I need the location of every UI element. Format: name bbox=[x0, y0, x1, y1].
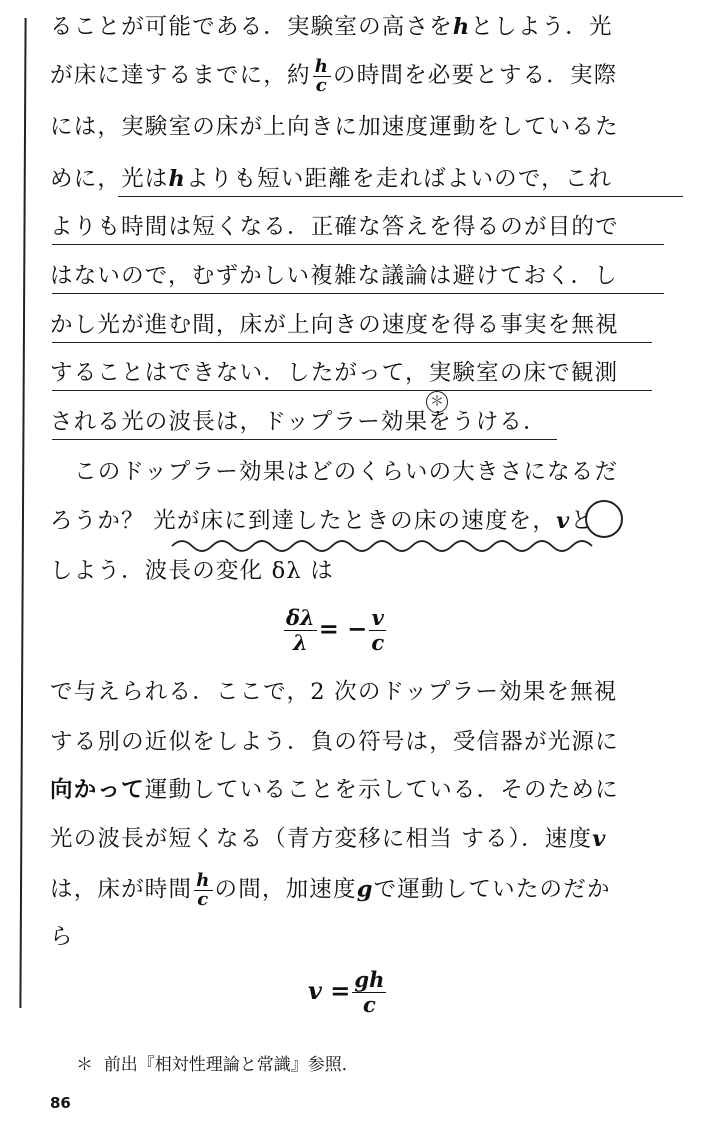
text-line-8 bbox=[50, 358, 650, 388]
text-line-16 bbox=[50, 824, 650, 854]
footnote-marker: ＊ bbox=[76, 1055, 93, 1075]
equation-operator: = − bbox=[318, 614, 368, 643]
text-line-13 bbox=[50, 677, 650, 707]
text-segment: このドップラー効果はどのくらいの大きさになるだ bbox=[74, 459, 619, 485]
text-line-12 bbox=[50, 556, 650, 586]
handwritten-asterisk-mark: ＊ bbox=[426, 391, 448, 413]
fraction-denominator: λ bbox=[293, 630, 308, 655]
text-line-3 bbox=[50, 112, 650, 142]
text-segment: ろうか？ 光が床に到達したときの床の速度を， bbox=[50, 508, 557, 534]
text-line-9 bbox=[50, 407, 650, 437]
fraction-numerator: gh bbox=[354, 967, 385, 992]
text-line-10 bbox=[74, 457, 674, 487]
variable-h: h bbox=[168, 166, 187, 192]
margin-ink-line bbox=[19, 18, 26, 1008]
variable-v: v bbox=[556, 508, 571, 534]
fraction-h-over-c bbox=[194, 872, 212, 909]
text-segment: しよう．波長の変化 δλ は bbox=[50, 558, 334, 584]
fraction-numerator: v bbox=[369, 606, 386, 631]
handwritten-underline bbox=[52, 293, 664, 294]
emphasis-text: 向かって bbox=[50, 777, 145, 803]
variable-v: v bbox=[592, 826, 607, 852]
text-segment: よりも短い距離を走ればよいので，これ bbox=[186, 166, 613, 192]
text-segment: で運動していたのだか bbox=[373, 876, 611, 903]
text-line-15 bbox=[50, 775, 650, 805]
fraction-numerator: δλ bbox=[286, 605, 315, 630]
text-segment: の間，加速度 bbox=[214, 876, 357, 903]
text-segment: される光の波長は，ドップラー効果をうける． bbox=[50, 409, 547, 435]
fraction-denominator: c bbox=[315, 75, 328, 96]
text-segment: で与えられる．ここで，2 次のドップラー効果を無視 bbox=[50, 679, 618, 705]
text-segment: はないので，むずかしい複雑な議論は避けておく．し bbox=[50, 263, 618, 289]
text-segment: は，床が時間 bbox=[50, 876, 193, 903]
text-line-14 bbox=[50, 727, 650, 757]
equation-velocity bbox=[308, 968, 388, 1017]
text-segment: 光の波長が短くなる（青方変移に相当 する）．速度 bbox=[50, 826, 593, 852]
text-segment: よりも時間は短くなる．正確な答えを得るのが目的で bbox=[50, 214, 619, 240]
text-segment: が床に達するまでに，約 bbox=[50, 62, 311, 89]
page-number: 86 bbox=[50, 1094, 71, 1112]
equation-doppler bbox=[282, 606, 388, 655]
fraction-denominator: c bbox=[197, 889, 210, 910]
handwritten-underline bbox=[52, 390, 652, 391]
text-segment: には，実験室の床が上向きに加速度運動をしているた bbox=[50, 114, 619, 140]
handwritten-circle-mark bbox=[585, 500, 623, 538]
footnote-text: 前出『相対性理論と常識』参照． bbox=[103, 1055, 359, 1075]
fraction-v-over-c bbox=[369, 606, 386, 655]
handwritten-wavy-underline bbox=[170, 532, 600, 554]
text-segment: かし光が進む間，床が上向きの速度を得る事実を無視 bbox=[50, 312, 619, 338]
fraction-h-over-c bbox=[313, 58, 331, 95]
fraction-numerator: h bbox=[196, 870, 211, 891]
text-line-18 bbox=[50, 922, 650, 952]
text-line-5 bbox=[50, 212, 650, 242]
fraction-delta-lambda bbox=[284, 606, 317, 655]
text-line-1 bbox=[50, 12, 650, 42]
text-segment: することはできない．したがって，実験室の床で観測 bbox=[50, 360, 619, 386]
text-segment: としよう．光 bbox=[470, 14, 613, 40]
footnote bbox=[76, 1050, 359, 1075]
handwritten-underline bbox=[52, 244, 664, 245]
text-segment: と bbox=[570, 508, 595, 534]
variable-h: h bbox=[452, 14, 471, 40]
text-segment: めに，光は bbox=[50, 166, 169, 192]
text-segment: ることが可能である．実験室の高さを bbox=[50, 14, 453, 40]
text-segment: する別の近似をしよう．負の符号は，受信器が光源に bbox=[50, 729, 619, 755]
text-line-17 bbox=[50, 872, 650, 909]
equation-lhs: v = bbox=[308, 976, 351, 1005]
fraction-denominator: c bbox=[363, 992, 376, 1017]
text-line-7 bbox=[50, 310, 650, 340]
handwritten-underline bbox=[52, 342, 652, 343]
fraction-gh-over-c bbox=[352, 968, 386, 1017]
fraction-numerator: h bbox=[314, 56, 329, 77]
text-line-4 bbox=[50, 164, 650, 194]
text-segment: ら bbox=[50, 924, 74, 950]
text-segment: 運動していることを示している．そのために bbox=[144, 777, 619, 803]
variable-g: g bbox=[356, 876, 374, 903]
text-segment: の時間を必要とする．実際 bbox=[333, 62, 618, 89]
handwritten-underline bbox=[118, 196, 683, 197]
fraction-denominator: c bbox=[371, 630, 385, 655]
handwritten-underline bbox=[52, 439, 557, 440]
text-line-6 bbox=[50, 261, 650, 291]
text-line-2 bbox=[50, 58, 650, 95]
